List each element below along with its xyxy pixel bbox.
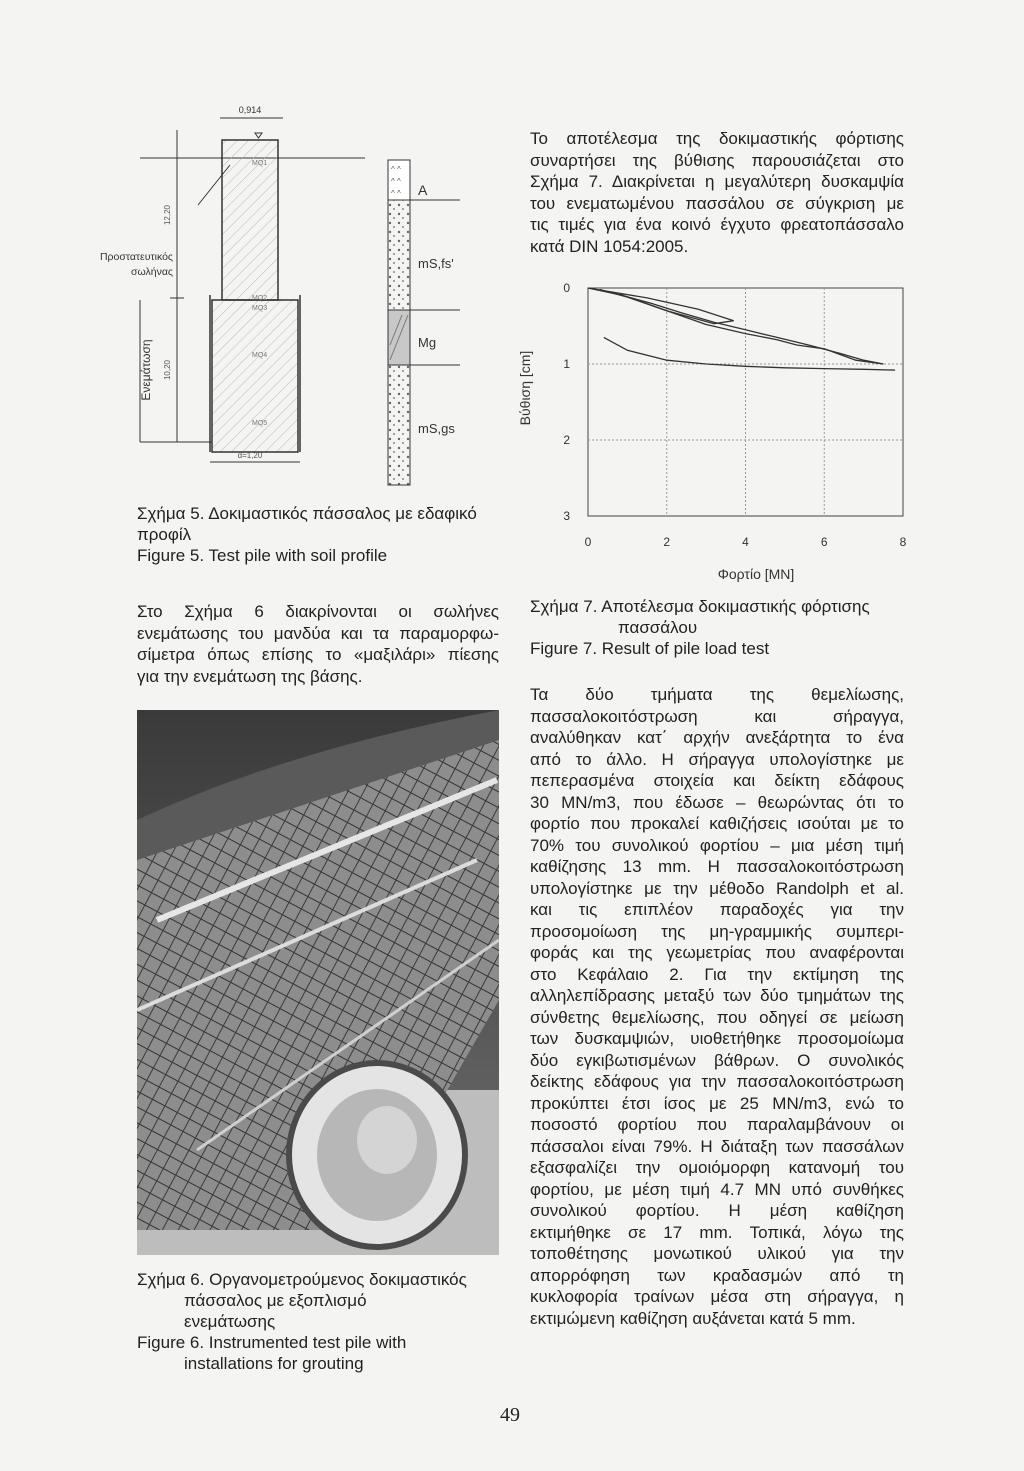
x-tick-label: 8 [899,535,907,549]
figure-7-caption-en: Figure 7. Result of pile load test [530,639,770,658]
right-bottom-line: φορτίου, με μέση τιμή 4.7 MN υπό συνθήκες [530,1179,904,1199]
right-bottom-line: πεπερασμένα στοιχεία και δείκτη εδάφους [530,771,904,790]
right-bottom-line: φορτίο που προκαλεί καθιζήσεις ισούται με το [530,814,904,833]
gauge-mq5: MQ5 [252,420,268,427]
figure-6-caption-en-line1: Figure 6. Instrumented test pile with [137,1333,407,1352]
left-paragraph-line: για την ενεμάτωση της βάσης. [137,666,363,686]
y-tick-label: 1 [563,357,570,371]
right-top-line: του ενεματωμένου πασσάλου σε σύγκριση με [530,193,904,213]
figure-7-caption-gr-line2: πασσάλου [618,618,698,637]
figure-6-caption [137,1269,467,1374]
pile-grouted-section [212,300,298,452]
right-bottom-line: υπολογίστηκε με την μέθοδο Randolph et al. [530,878,904,898]
right-bottom-line: Τα δύο τμήματα της θεμελίωσης, [530,685,904,704]
pile-shaft [222,140,278,300]
dim-bottom-label: 10,20 [163,359,172,381]
page-number: 49 [500,1404,520,1426]
right-top-paragraph [530,128,904,257]
y-axis-label: Βύθιση [cm] [517,350,533,426]
right-bottom-line: ποσοστό φορτίου που παραλαμβάνουν οι [530,1115,904,1134]
chart-series [588,288,895,370]
x-tick-label: 0 [584,535,592,549]
x-tick-label: 4 [742,535,749,549]
figure-5-caption-gr-line1: Σχήμα 5. Δοκιμαστικός πάσσαλος με εδαφικό [137,504,477,523]
right-bottom-line: εκτιμώμενη καθίζηση αυξάνεται κατά 5 mm. [530,1308,856,1328]
right-bottom-line: φοράς και της γεωμετρίας που αναφέρονται [530,943,904,962]
gauge-mq2: MQ2 [252,295,268,302]
soil-layer-ms-fs [388,200,410,310]
right-bottom-line: καθίζησης 13 mm. Η πασσαλοκοιτόστρωση [530,857,904,876]
figure-7-caption [530,596,870,659]
right-top-line: τις τιμές για ένα κοινό έγχυτο φρεατοπάσσαλο [530,215,904,234]
figure-7-chart [505,278,925,588]
right-top-line: Το αποτέλεσμα της δοκιμαστικής φόρτισης [530,129,904,148]
layer-label-mg: Mg [418,335,437,350]
figure-6-caption-gr-line2: πάσσαλος με εξοπλισμό [184,1291,367,1310]
gauge-mq4: MQ4 [252,352,268,359]
right-bottom-line: δείκτης εδάφους για την πασσαλοκοιτόστρωση [530,1072,904,1091]
right-bottom-paragraph [530,684,904,1329]
y-tick-label: 0 [563,281,570,295]
svg-text:^ ^: ^ ^ [391,165,401,174]
grouting-label: Ενεμάτωση [139,339,153,401]
water-level-icon [255,133,262,138]
right-bottom-line: στο Κεφάλαιο 2. Για την εκτίμηση της [530,964,904,984]
figure-5-caption [137,503,477,566]
right-bottom-line: τοποθέτησης μονωτικού υλικού για την [530,1244,904,1263]
width-label: 0,914 [238,105,262,115]
right-bottom-line: αναλύθηκαν κατ΄ αρχήν ανεξάρτητα το ένα [530,728,904,747]
left-paragraph-line: σίμετρα όπως επίσης το «μαξιλάρι» πίεσης [137,645,499,664]
right-bottom-line: συνολικού φορτίου. Η μέση καθίζηση [530,1201,904,1220]
figure-5-caption-gr-line2: προφίλ [137,525,192,544]
svg-text:^ ^: ^ ^ [391,177,401,186]
left-paragraph-line: Στο Σχήμα 6 διακρίνονται οι σωλήνες [137,602,499,621]
figure-5-caption-en: Figure 5. Test pile with soil profile [137,546,388,565]
right-bottom-line: απορρόφηση των κραδασμών από τη [530,1265,904,1285]
figure-6-caption-en-line2: installations for grouting [184,1354,364,1373]
figure-6-photo [137,710,499,1255]
diameter-label: d=1,20 [237,451,263,460]
right-bottom-line: από το άλλο. Η σήραγγα υπολογίστηκε με [530,749,904,769]
casing-label-line1: Προστατευτικός [100,251,173,263]
right-top-line: Σχήμα 7. Διακρίνεται η μεγαλύτερη δυσκαμψία [530,172,904,191]
layer-label-ms-fs: mS,fs' [418,256,454,271]
soil-layer-ms-gs [388,365,410,485]
dim-top-label: 12,20 [163,204,172,226]
figure-6-caption-gr-line3: ενεμάτωσης [184,1312,276,1331]
right-bottom-line: αλληλεπίδρασης μεταξύ των δύο τμημάτων της [530,986,904,1005]
right-bottom-line: προσομοίωση της μη-γραμμικής συμπερι- [530,921,904,941]
right-bottom-line: 70% του συνολικού φορτίου – μια μέση τιμή [530,835,904,855]
chart-ticks [563,281,906,549]
left-paragraph-line: ενεμάτωσης του μανδύα και τα παραμορφω- [137,623,499,643]
chart-grid [588,288,903,516]
right-bottom-line: πάσσαλοι είναι 79%. Η διάταξη των πασσάλων [530,1136,904,1156]
figure-6-caption-gr-line1: Σχήμα 6. Οργανομετρούμενος δοκιμαστικός [137,1270,467,1289]
left-paragraph [137,601,499,687]
right-bottom-line: εκτιμήθηκε σε 17 mm. Τοπικά, λόγω της [530,1222,904,1242]
series-line-4 [604,337,895,370]
right-bottom-line: κυκλοφορία τραίνων μέσα στη σήραγγα, η [530,1287,904,1306]
right-bottom-line: πασσαλοκοιτόστρωση και σήραγγα, [530,706,904,726]
figure-7-caption-gr-line1: Σχήμα 7. Αποτέλεσμα δοκιμαστικής φόρτισης [530,597,870,616]
right-bottom-line: εξασφαλίζει την ομοιόμορφη κατανομή του [530,1158,904,1177]
x-axis-label: Φορτίο [MN] [717,566,795,582]
figure-5-diagram [100,85,520,495]
y-tick-label: 3 [563,509,570,523]
right-bottom-line: και τις επιπλέον παραδοχές για την [530,900,904,919]
right-top-line: συναρτήσει της βύθισης παρουσιάζεται στο [530,150,904,170]
right-top-line: κατά DIN 1054:2005. [530,236,689,256]
x-tick-label: 6 [820,535,828,549]
x-tick-label: 2 [663,535,671,549]
svg-text:^ ^: ^ ^ [391,189,401,198]
y-tick-label: 2 [563,433,570,447]
gauge-mq3: MQ3 [252,305,268,312]
right-bottom-line: δύο εγκιβωτισμένων βάθρων. Ο συνολικός [530,1050,904,1070]
right-bottom-line: των δυσκαμψιών, υιοθετήθηκε προσομοίωμα [530,1029,904,1048]
layer-label-a: A [418,182,428,198]
right-bottom-line: προκύπτει έτσι ίσος με 25 MN/m3, ενώ το [530,1093,904,1113]
gauge-mq1: MQ1 [252,160,268,167]
right-bottom-line: 30 MN/m3, που έδωσε – θεωρώντας ότι το [530,792,904,812]
right-bottom-line: σύνθετης θεμελίωσης, που οδηγεί σε μείωση [530,1007,904,1027]
layer-label-ms-gs: mS,gs [418,421,455,436]
casing-label-line2: σωλήνας [131,266,173,278]
